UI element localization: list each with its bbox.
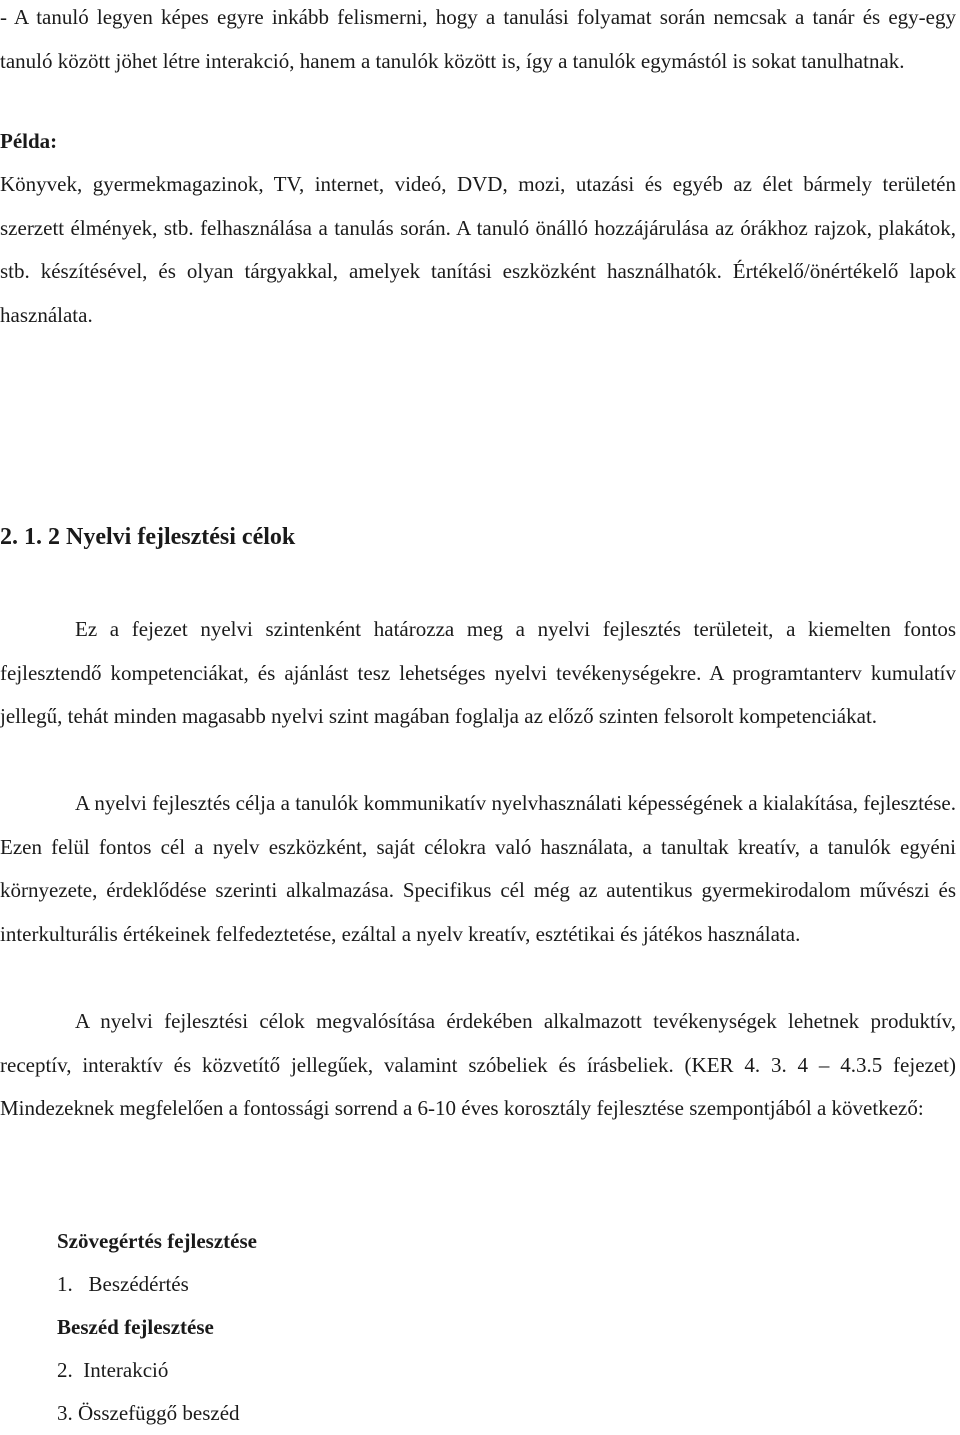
example-paragraph: Könyvek, gyermekmagazinok, TV, internet, videó, DVD, mozi, utazási és egyéb az élet bármely területén szerzett élmények, stb. felhasználása a tanulás során. A tanuló önálló hozzájárulása az órákhoz rajzok, plakátok, stb. készítésével, és olyan tárgyakkal, amelyek tanítási eszközként használhatók. Értékelő/önértékelő lapok használata. [0, 172, 956, 327]
example-label [0, 120, 956, 164]
list-group-title-speech: Beszéd fejlesztése [57, 1315, 214, 1339]
section-paragraph-1: Ez a fejezet nyelvi szintenként határozza meg a nyelvi fejlesztés területeit, a kiemelten fontos fejlesztendő kompetenciákat, és ajánlást tesz lehetséges nyelvi tevékenységekre. A programtanterv kumulatív jellegű, tehát minden magasabb nyelvi szint magában foglalja az előző szinten felsorolt kompetenciákat. [0, 617, 956, 729]
goal-paragraph: - A tanuló legyen képes egyre inkább felismerni, hogy a tanulási folyamat során nemcsak a tanár és egy-egy tanuló között jöhet létre interakció, hanem a tanulók között is, így a tanulók egymástól is sokat tanulhatnak. [0, 5, 956, 73]
example-label-text: Példa: [0, 129, 58, 153]
list-item-3: 3. Összefüggő beszéd [57, 1401, 240, 1425]
list-item-2: 2. Interakció [57, 1358, 169, 1382]
section-heading: 2. 1. 2 Nyelvi fejlesztési célok [0, 524, 296, 550]
section-paragraph-2: A nyelvi fejlesztés célja a tanulók kommunikatív nyelvhasználati képességének a kialakítása, fejlesztése. Ezen felül fontos cél a nyelv eszközként, saját célokra való használata, a tanultak kreatív, a tanulók egyéni környezete, érdeklődése szerinti alkalmazása. Specifikus cél még az autentikus gyermekirodalom művészi és interkulturális értékeinek felfedeztetése, ezáltal a nyelv kreatív, esztétikai és játékos használata. [0, 791, 956, 946]
section-paragraph-3: A nyelvi fejlesztési célok megvalósítása érdekében alkalmazott tevékenységek lehetnek produktív, receptív, interaktív és közvetítő jellegűek, valamint szóbeliek és írásbeliek. (KER 4. 3. 4 – 4.3.5 fejezet) Mindezeknek megfelelően a fontossági sorrend a 6-10 éves korosztály fejlesztése szempontjából a következő: [0, 1009, 956, 1121]
list-group-title-comprehension: Szövegértés fejlesztése [57, 1229, 257, 1253]
list-item-1: 1. Beszédértés [57, 1272, 189, 1296]
